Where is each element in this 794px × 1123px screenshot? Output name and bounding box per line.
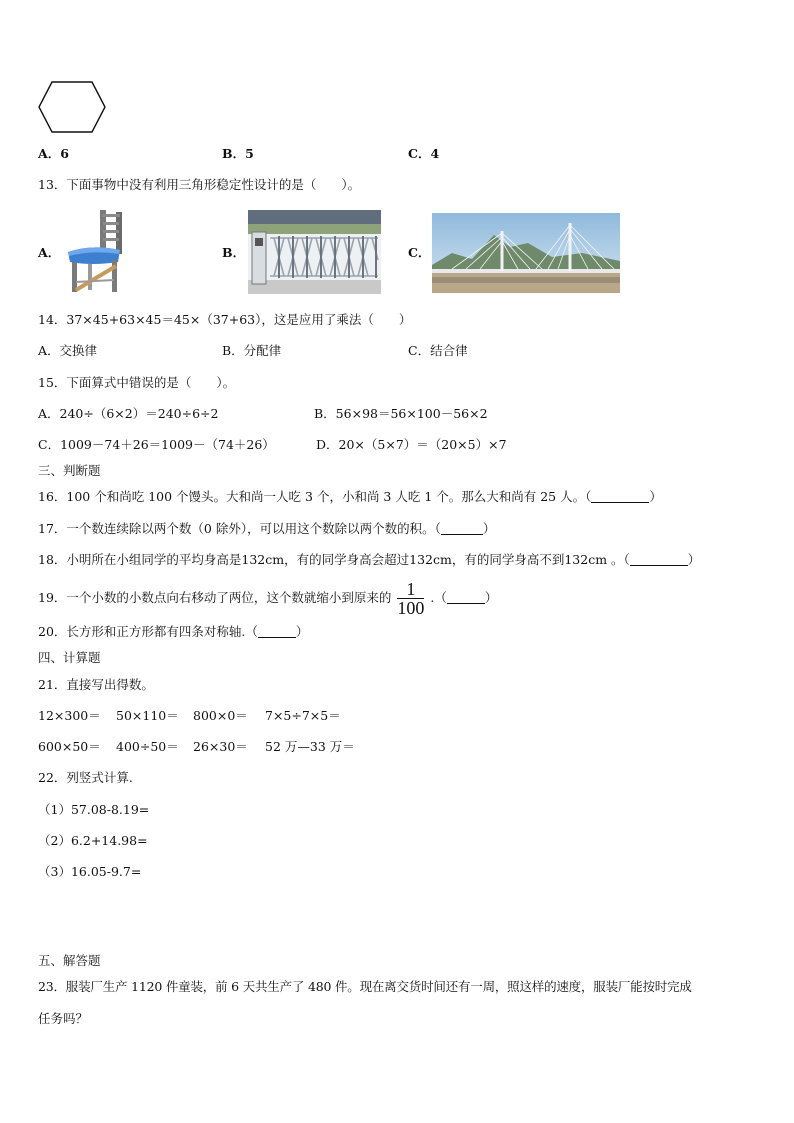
- q19-answer-blank[interactable]: [447, 591, 485, 604]
- q23-question-line-2: 任务吗？: [38, 1011, 89, 1026]
- q16-close-paren: ）: [649, 489, 662, 504]
- q12-option-a[interactable]: A．6: [38, 146, 69, 161]
- section-heading-judgement: 三、判断题: [38, 463, 101, 478]
- q22-item-3[interactable]: （3）16.05-9.7=: [38, 864, 142, 879]
- q17-close-paren: ）: [482, 521, 496, 536]
- q13-option-a-label[interactable]: A．: [38, 245, 61, 260]
- q22-item-2[interactable]: （2）6.2+14.98=: [38, 833, 148, 848]
- q21-item-5[interactable]: 600×50＝: [38, 739, 101, 754]
- q19-text: 19．一个小数的小数点向右移动了两位，这个数就缩小到原来的: [38, 590, 392, 605]
- q13-option-b-label[interactable]: B．: [222, 245, 246, 260]
- q19-fraction-denominator: 100: [397, 598, 425, 618]
- q19-close-paren: ）: [484, 590, 498, 605]
- q15-option-d[interactable]: D．20×（5×7）＝（20×5）×7: [316, 437, 507, 452]
- q20-question: [38, 624, 308, 640]
- section-heading-word-problems: 五、解答题: [38, 953, 101, 968]
- q21-item-7[interactable]: 26×30＝: [193, 739, 248, 754]
- q13-question: 13．下面事物中没有利用三角形稳定性设计的是（ ）。: [38, 177, 361, 192]
- cable-stayed-bridge-image: [432, 213, 620, 293]
- q21-item-2[interactable]: 50×110＝: [116, 708, 179, 723]
- section-heading-calculation: 四、计算题: [38, 650, 101, 665]
- q19-fraction-numerator: 1: [397, 580, 424, 599]
- q19-after-text: .（: [430, 590, 447, 605]
- q19-fraction: [397, 580, 424, 617]
- q17-question: [38, 521, 495, 537]
- q14-option-c[interactable]: C．结合律: [408, 343, 468, 358]
- q16-text: 16．100 个和尚吃 100 个馒头。大和尚一人吃 3 个，小和尚 3 人吃 1 个。那么大和尚有 25 人。（: [38, 489, 592, 504]
- q19-question: [38, 580, 497, 617]
- retractable-gate-image: [248, 210, 381, 294]
- q21-item-1[interactable]: 12×300＝: [38, 708, 101, 723]
- q22-item-1[interactable]: （1）57.08-8.19=: [38, 802, 150, 817]
- q18-text: 18．小明所在小组同学的平均身高是132cm，有的同学身高会超过132cm，有的同学身高不到132cm 。（: [38, 552, 630, 567]
- q21-item-8[interactable]: 52 万—33 万＝: [265, 739, 355, 754]
- q17-text: 17．一个数连续除以两个数（0 除外），可以用这个数除以两个数的积。（: [38, 521, 441, 536]
- q15-question: 15．下面算式中错误的是（ ）。: [38, 375, 236, 390]
- hexagon-figure: [36, 80, 108, 134]
- q12-option-b[interactable]: B．5: [222, 146, 254, 161]
- q23-question-line-1: 23．服装厂生产 1120 件童装，前 6 天共生产了 480 件。现在离交货时间还有一周，照这样的速度，服装厂能按时完成: [38, 979, 692, 994]
- q21-question: 21．直接写出得数。: [38, 677, 154, 692]
- q14-option-b[interactable]: B．分配律: [222, 343, 282, 358]
- q16-question: [38, 489, 662, 505]
- q15-option-b[interactable]: B．56×98＝56×100－56×2: [314, 406, 488, 421]
- q18-question: [38, 552, 700, 568]
- q17-answer-blank[interactable]: [441, 522, 483, 535]
- q20-close-paren: ）: [295, 624, 309, 639]
- q18-close-paren: ）: [687, 552, 701, 567]
- q14-option-a[interactable]: A．交换律: [38, 343, 98, 358]
- q20-text: 20．长方形和正方形都有四条对称轴.（: [38, 624, 258, 639]
- q13-option-c-label[interactable]: C．: [408, 245, 431, 260]
- q20-answer-blank[interactable]: [258, 625, 296, 638]
- chair-image: [62, 208, 128, 296]
- q21-item-3[interactable]: 800×0＝: [193, 708, 248, 723]
- q12-option-c[interactable]: C．4: [408, 146, 440, 161]
- q15-option-c[interactable]: C．1009－74＋26＝1009－（74＋26）: [38, 437, 275, 452]
- q22-question: 22．列竖式计算.: [38, 770, 133, 785]
- q21-item-6[interactable]: 400÷50＝: [116, 739, 179, 754]
- q16-answer-blank[interactable]: [591, 490, 649, 503]
- q18-answer-blank[interactable]: [630, 553, 688, 566]
- q14-question: 14．37×45+63×45＝45×（37+63），这是应用了乘法（ ）: [38, 312, 412, 327]
- q15-option-a[interactable]: A．240÷（6×2）＝240÷6÷2: [38, 406, 219, 421]
- q21-item-4[interactable]: 7×5÷7×5＝: [265, 708, 341, 723]
